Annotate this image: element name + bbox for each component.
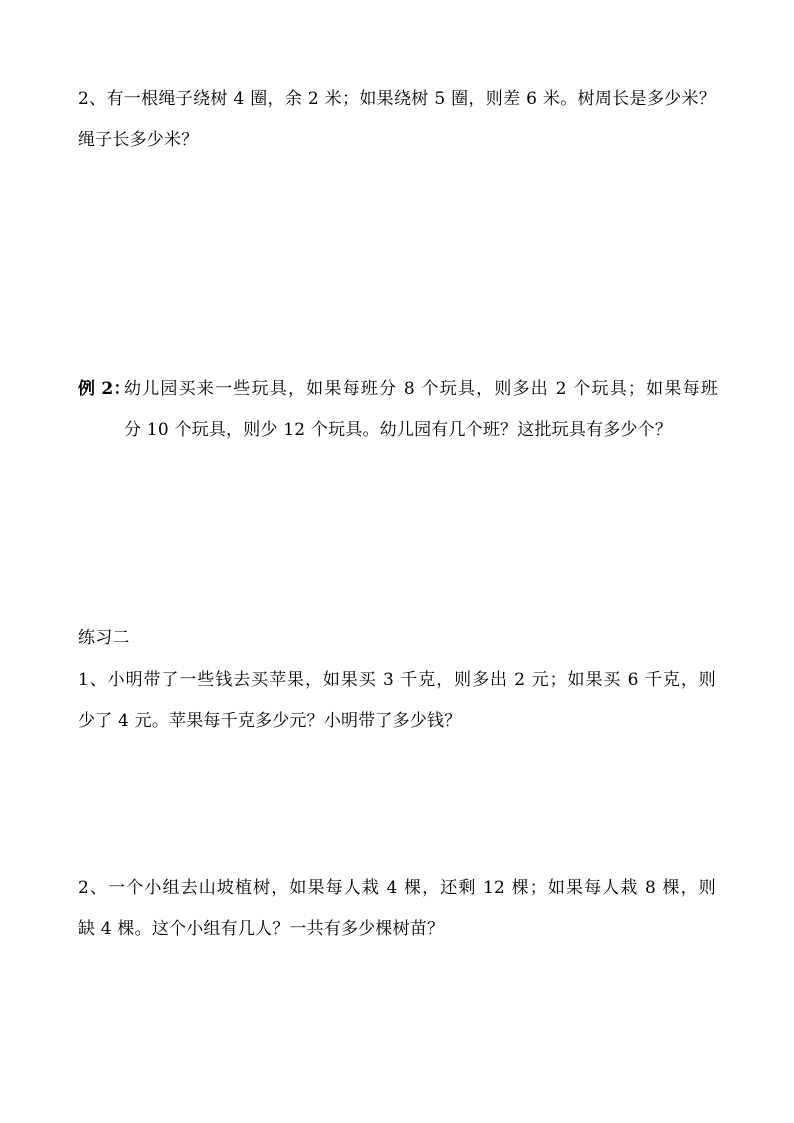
- problem-2-line-1: 2、有一根绳子绕树 4 圈，余 2 米；如果绕树 5 圈，则差 6 米。树周长是多少米？: [78, 89, 716, 109]
- practice-2-q1-line-1: 1、小明带了一些钱去买苹果，如果买 3 千克，则多出 2 元；如果买 6 千克，则: [78, 670, 716, 690]
- practice-2-heading: 练习二: [78, 628, 130, 648]
- problem-2-line-2: 绳子长多少米？: [78, 130, 199, 150]
- practice-2-q2-line-2: 缺 4 棵。这个小组有几人？一共有多少棵树苗？: [78, 919, 445, 939]
- practice-2-q2-line-1: 2、一个小组去山坡植树，如果每人栽 4 棵，还剩 12 棵；如果每人栽 8 棵，则: [78, 878, 716, 898]
- example-2-line-1: 幼儿园买来一些玩具，如果每班分 8 个玩具，则多出 2 个玩具；如果每班: [124, 379, 718, 399]
- practice-2-q1-line-2: 少了 4 元。苹果每千克多少元？小明带了多少钱？: [78, 711, 462, 731]
- example-2-line-2: 分 10 个玩具，则少 12 个玩具。幼儿园有几个班？这批玩具有多少个？: [124, 420, 673, 440]
- example-2-label: 例 2：: [78, 379, 131, 399]
